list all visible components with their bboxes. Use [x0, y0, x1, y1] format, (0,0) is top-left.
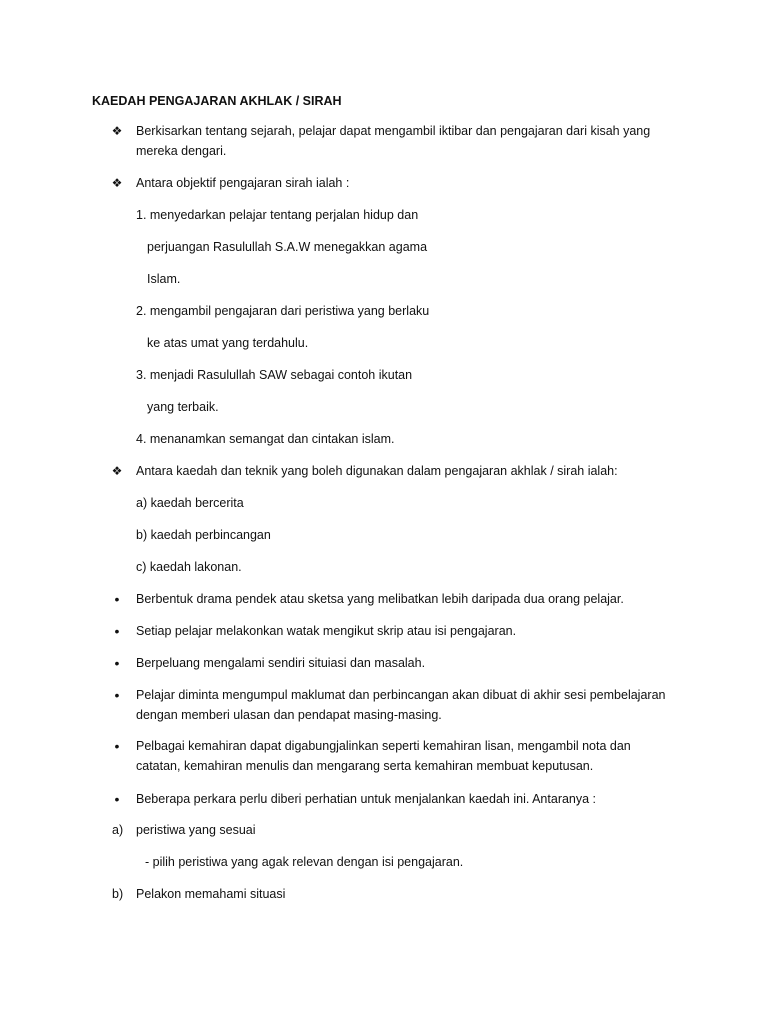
method-item: b) kaedah perbincangan — [136, 528, 271, 542]
item-label: a) — [112, 823, 124, 837]
diamond-bullet-icon: ❖ — [111, 176, 123, 190]
bullet-dot-icon: • — [114, 791, 120, 807]
bullet-item: Pelajar diminta mengumpul maklumat dan perbincangan akan dibuat di akhir sesi pembelajaran — [136, 688, 666, 702]
bullet-dot-icon: • — [114, 655, 120, 671]
document-title: KAEDAH PENGAJARAN AKHLAK / SIRAH — [92, 94, 342, 108]
objective-item: 2. mengambil pengajaran dari peristiwa yang berlaku — [136, 304, 430, 318]
bullet-dot-icon: • — [114, 623, 120, 639]
diamond-bullet-icon: ❖ — [111, 464, 123, 478]
objective-item-continued: Islam. — [147, 272, 181, 286]
paragraph-line: Berkisarkan tentang sejarah, pelajar dapat mengambil iktibar dan pengajaran dari kisah yang — [136, 124, 651, 138]
bullet-item: Pelbagai kemahiran dapat digabungjalinkan seperti kemahiran lisan, mengambil nota dan — [136, 739, 631, 753]
bullet-item: Setiap pelajar melakonkan watak mengikut skrip atau isi pengajaran. — [136, 624, 517, 638]
bullet-dot-icon: • — [114, 591, 120, 607]
bullet-item-continued: dengan memberi ulasan dan pendapat masing-masing. — [136, 708, 442, 722]
sub-item: - pilih peristiwa yang agak relevan dengan isi pengajaran. — [145, 855, 464, 869]
item-text: Pelakon memahami situasi — [136, 887, 286, 901]
bullet-item-continued: catatan, kemahiran menulis dan mengarang serta kemahiran membuat keputusan. — [136, 759, 594, 773]
bullet-dot-icon: • — [114, 687, 120, 703]
bullet-item: Berpeluang mengalami sendiri situiasi dan masalah. — [136, 656, 426, 670]
objective-item: 4. menanamkan semangat dan cintakan islam. — [136, 432, 395, 446]
item-label: b) — [112, 887, 124, 901]
bullet-dot-icon: • — [114, 738, 120, 754]
paragraph-line: Antara objektif pengajaran sirah ialah : — [136, 176, 350, 190]
objective-item: 3. menjadi Rasulullah SAW sebagai contoh ikutan — [136, 368, 413, 382]
bullet-item: Berbentuk drama pendek atau sketsa yang melibatkan lebih daripada dua orang pelajar. — [136, 592, 624, 606]
method-item: c) kaedah lakonan. — [136, 560, 242, 574]
objective-item-continued: yang terbaik. — [147, 400, 219, 414]
method-item: a) kaedah bercerita — [136, 496, 244, 510]
paragraph-line: Antara kaedah dan teknik yang boleh digunakan dalam pengajaran akhlak / sirah ialah: — [136, 464, 618, 478]
paragraph-line: mereka dengari. — [136, 144, 227, 158]
objective-item-continued: perjuangan Rasulullah S.A.W menegakkan agama — [147, 240, 428, 254]
item-text: peristiwa yang sesuai — [136, 823, 256, 837]
bullet-item: Beberapa perkara perlu diberi perhatian untuk menjalankan kaedah ini. Antaranya : — [136, 792, 597, 806]
objective-item-continued: ke atas umat yang terdahulu. — [147, 336, 309, 350]
objective-item: 1. menyedarkan pelajar tentang perjalan hidup dan — [136, 208, 419, 222]
diamond-bullet-icon: ❖ — [111, 124, 123, 138]
